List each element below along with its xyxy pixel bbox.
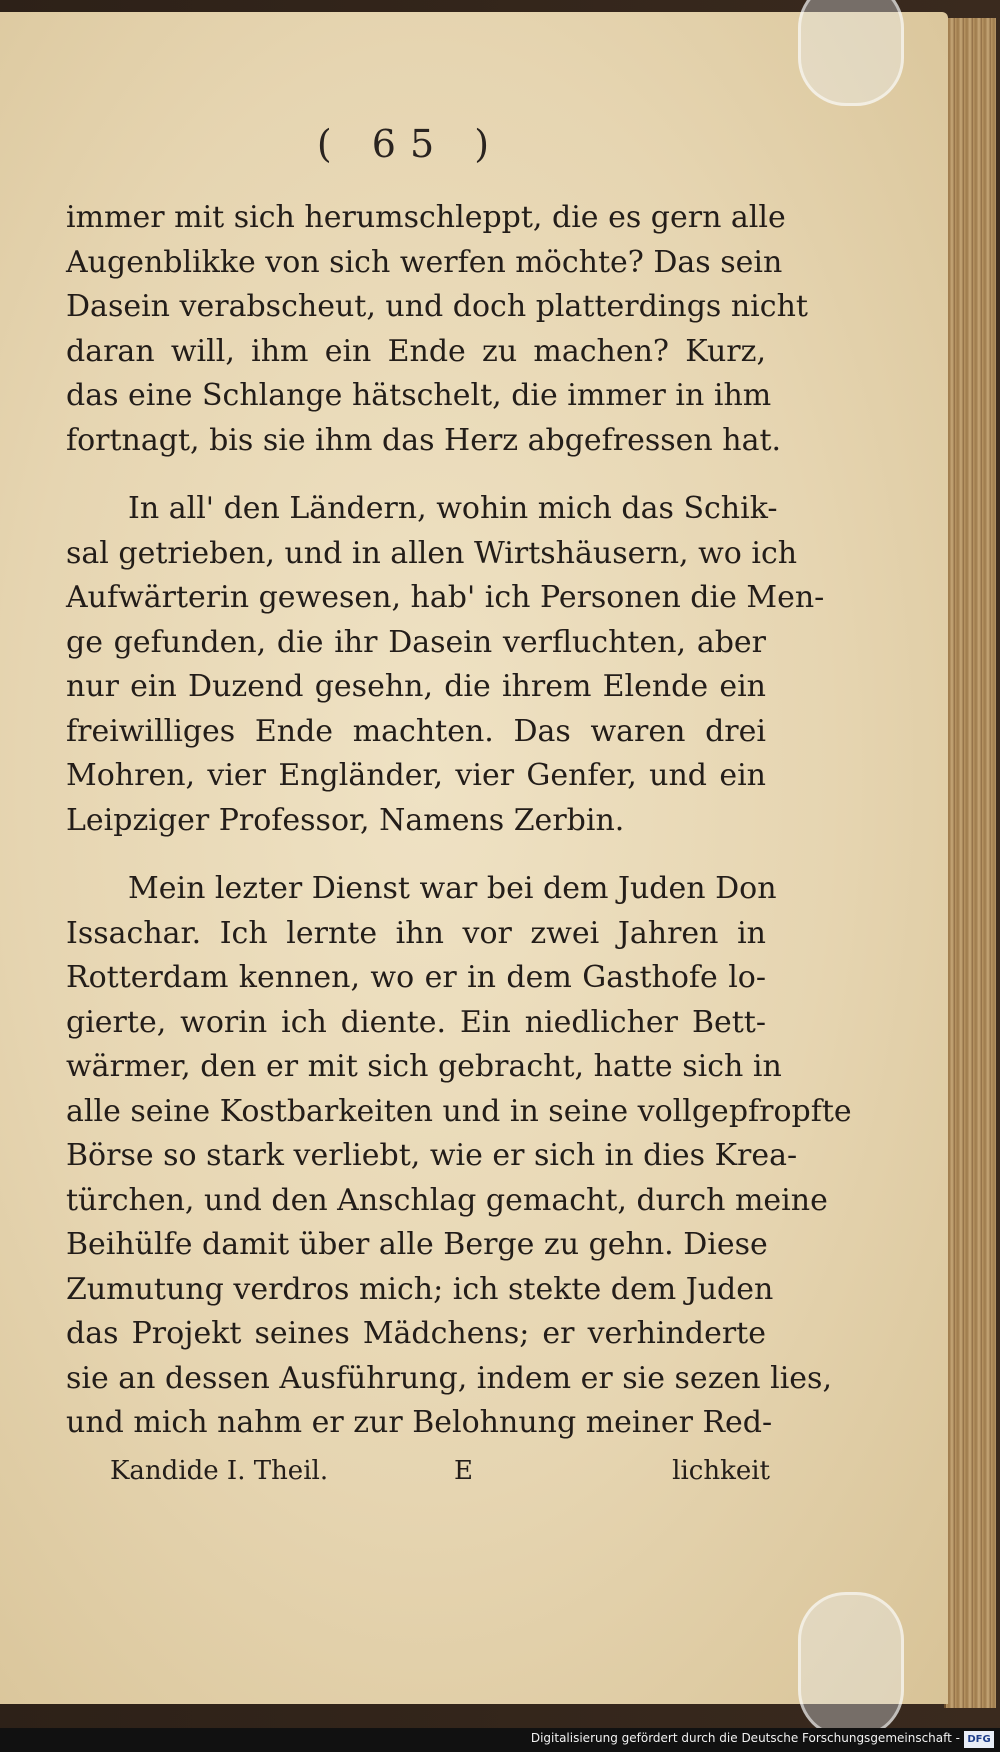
dfg-logo: DFG: [964, 1731, 994, 1748]
catchword: lichkeit: [672, 1456, 770, 1486]
page-number: ( 65 ): [316, 122, 504, 166]
text-line: und mich nahm er zur Belohnung meiner Red-: [66, 1405, 773, 1440]
text-line: Augenblikke von sich werfen möchte? Das sein: [66, 244, 783, 280]
text-line: alle seine Kostbarkeiten und in seine vollgepfropfte: [66, 1093, 852, 1129]
paragraph-gap: [66, 843, 766, 867]
text-line: sal getrieben, und in allen Wirtshäusern, wo ich: [66, 535, 798, 571]
page-clip-top: [798, 0, 904, 106]
page-footer: [110, 1456, 770, 1500]
text-line: Börse so stark verliebt, wie er sich in dies Krea-: [66, 1138, 798, 1173]
text-line: fortnagt, bis sie ihm das Herz abgefressen hat.: [66, 422, 782, 458]
paragraph-gap: [66, 463, 766, 487]
text-line: ge gefunden, die ihr Dasein verfluchten, aber: [66, 624, 766, 660]
credit-text: Digitalisierung gefördert durch die Deutsche Forschungsgemeinschaft -: [530, 1731, 960, 1745]
text-line: daran will, ihm ein Ende zu machen? Kurz,: [66, 333, 766, 369]
text-line: Leipziger Professor, Namens Zerbin.: [66, 802, 625, 838]
text-line: türchen, und den Anschlag gemacht, durch meine: [66, 1182, 828, 1218]
page-clip-bottom: [798, 1592, 904, 1738]
text-line: gierte, worin ich diente. Ein niedlicher Bett-: [66, 1004, 766, 1040]
text-line: nur ein Duzend gesehn, die ihrem Elende ein: [66, 669, 766, 704]
text-line: Aufwärterin gewesen, hab' ich Personen die Men-: [66, 580, 825, 615]
text-line: freiwilliges Ende machten. Das waren drei: [66, 713, 766, 749]
signature-line: Kandide I. Theil.: [110, 1456, 329, 1486]
text-line: In all' den Ländern, wohin mich das Schik-: [128, 491, 778, 526]
text-line: das eine Schlange hätschelt, die immer in ihm: [66, 378, 772, 413]
text-line: Beihülfe damit über alle Berge zu gehn. Diese: [66, 1227, 768, 1262]
text-line: das Projekt seines Mädchens; er verhinderte: [66, 1316, 766, 1351]
text-line: Issachar. Ich lernte ihn vor zwei Jahren in: [66, 915, 766, 951]
book-fore-edge: [944, 18, 996, 1708]
text-line: Rotterdam kennen, wo er in dem Gasthofe lo-: [66, 960, 766, 995]
text-line: immer mit sich herumschleppt, die es gern alle: [66, 200, 786, 235]
signature-mark: E: [454, 1456, 473, 1486]
text-line: Dasein verabscheut, und doch platterdings nicht: [66, 289, 808, 324]
text-line: Mein lezter Dienst war bei dem Juden Don: [128, 871, 777, 906]
page-text: [66, 196, 852, 1446]
text-line: wärmer, den er mit sich gebracht, hatte sich in: [66, 1049, 782, 1084]
credit-bar: [0, 1728, 1000, 1752]
text-line: Mohren, vier Engländer, vier Genfer, und ein: [66, 758, 766, 793]
text-line: Zumutung verdros mich; ich stekte dem Juden: [66, 1271, 774, 1307]
text-line: sie an dessen Ausführung, indem er sie sezen lies,: [66, 1360, 832, 1396]
